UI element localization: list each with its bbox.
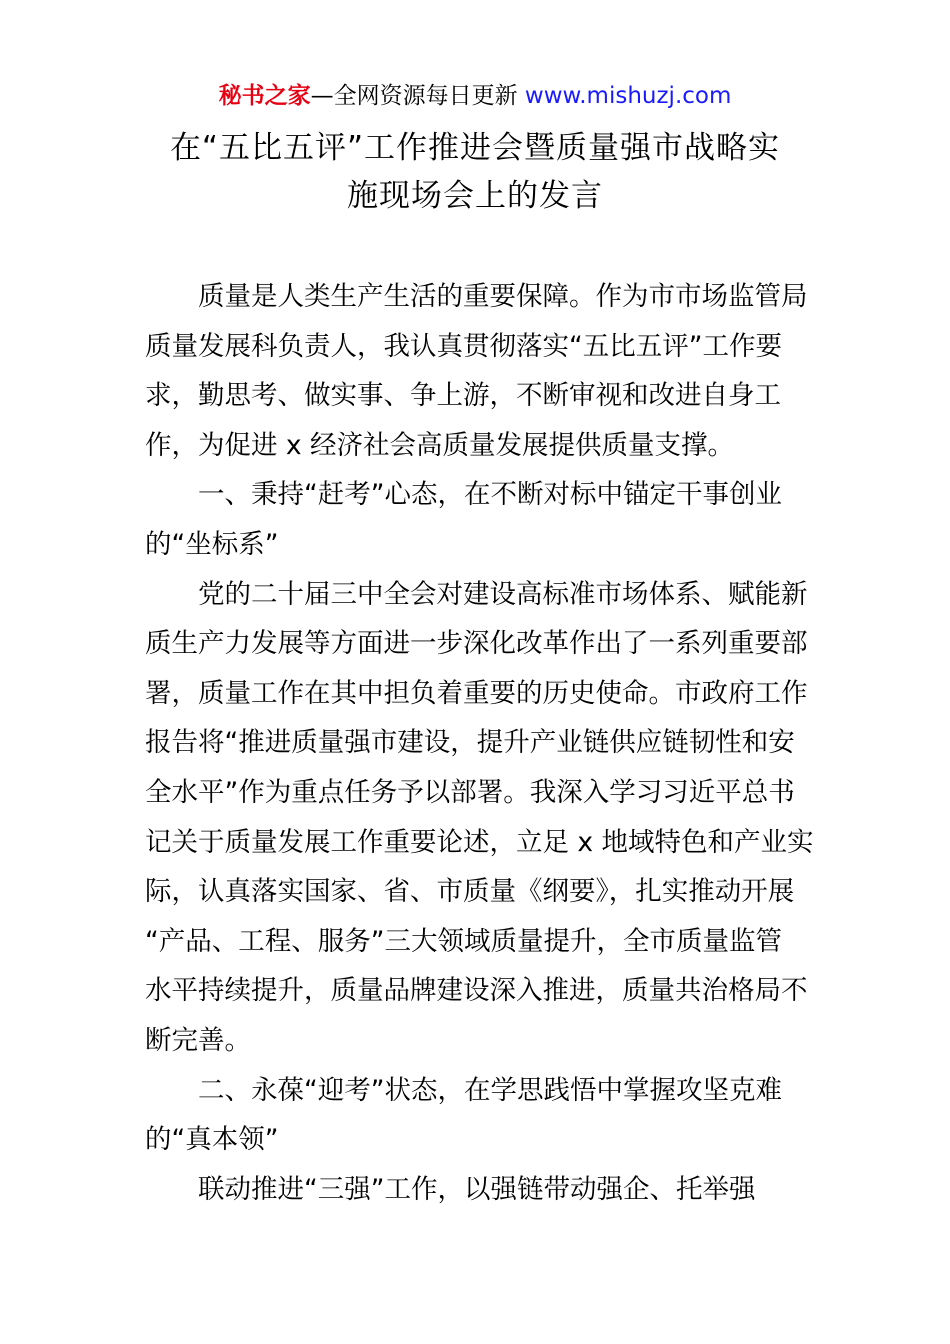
- paragraph-line: 质生产力发展等方面进一步深化改革作出了一系列重要部: [145, 628, 808, 660]
- paragraph-line: 全水平”作为重点任务予以部署。我深入学习习近平总书: [145, 776, 795, 808]
- paragraph-line: “产品、工程、服务”三大领域质量提升，全市质量监管: [145, 925, 782, 957]
- paragraph-line: 际，认真落实国家、省、市质量《纲要》，扎实推动开展: [145, 876, 795, 908]
- paragraph-line: 断完善。: [145, 1024, 251, 1056]
- paragraph-line: 求，勤思考、做实事、争上游，不断审视和改进自身工: [145, 380, 781, 412]
- section-heading-line: 二、永葆“迎考”状态，在学思践悟中掌握攻坚克难: [198, 1074, 782, 1106]
- site-brand: 秘书之家: [218, 83, 311, 109]
- section-heading-line: 的“真本领”: [145, 1124, 279, 1156]
- document-title: [0, 124, 950, 220]
- site-url-link[interactable]: www.mishuzj.com: [524, 83, 732, 109]
- site-header: [0, 80, 950, 112]
- paragraph-line: 联动推进“三强”工作，以强链带动强企、托举强: [198, 1173, 756, 1205]
- paragraph-line: 水平持续提升，质量品牌建设深入推进，质量共治格局不: [145, 975, 808, 1007]
- title-line-1: 在“五比五评”工作推进会暨质量强市战略实: [169, 130, 781, 166]
- paragraph-line: 质量发展科负责人，我认真贯彻落实“五比五评”工作要: [145, 330, 782, 362]
- document-body: [145, 272, 814, 1214]
- site-tagline: —全网资源每日更新: [310, 83, 525, 109]
- section-heading-line: 的“坐标系”: [145, 528, 279, 560]
- paragraph-line: 党的二十届三中全会对建设高标准市场体系、赋能新: [198, 578, 808, 610]
- title-line-2: 施现场会上的发言: [347, 178, 603, 214]
- paragraph-line: 署，质量工作在其中担负着重要的历史使命。市政府工作: [145, 677, 808, 709]
- paragraph-line: 报告将“推进质量强市建设，提升产业链供应链韧性和安: [145, 727, 795, 759]
- paragraph-line: 质量是人类生产生活的重要保障。作为市市场监管局: [198, 281, 808, 312]
- paragraph-line: 记关于质量发展工作重要论述，立足 x 地域特色和产业实: [145, 826, 814, 858]
- section-heading-line: 一、秉持“赶考”心态，在不断对标中锚定干事创业: [198, 479, 782, 511]
- paragraph-line: 作，为促进 x 经济社会高质量发展提供质量支撑。: [145, 429, 735, 461]
